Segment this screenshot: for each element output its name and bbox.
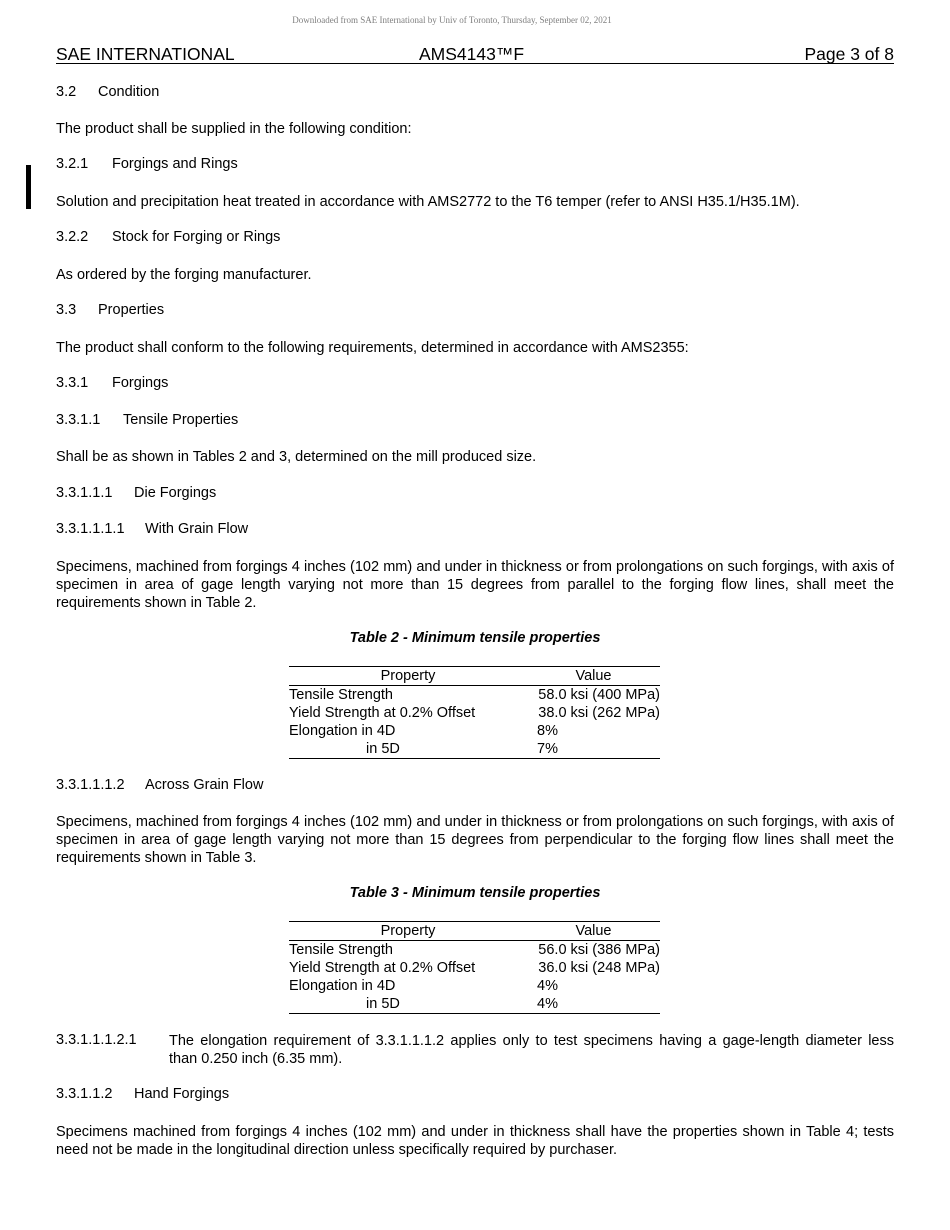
property-cell: Elongation in 4D: [289, 723, 396, 739]
value-cell: 8%: [537, 723, 558, 739]
table-row: [289, 977, 660, 995]
section-number: 3.2.2: [56, 229, 89, 245]
table-row: [289, 686, 660, 705]
property-cell: in 5D: [289, 995, 527, 1014]
note-text: The elongation requirement of 3.3.1.1.1.2 applies only to test specimens having a gage-length diameter less than 0.250 inch (6.35 mm).: [169, 1033, 894, 1067]
section-3-3-1-heading: [56, 375, 168, 391]
paragraph-hand-forgings: Specimens machined from forgings 4 inches (102 mm) and under in thickness shall have the properties shown in Table 4; tests need not be made in the longitudinal direction unless specifically required by purchaser.: [56, 1124, 894, 1158]
paragraph-with-grain-flow: Specimens, machined from forgings 4 inches (102 mm) and under in thickness or from prolongations on such forgings, with axis of specimen in area of gage length varying not more than 15 degrees from parallel to the forging flow lines, shall meet the requirements shown in Table 2.: [56, 559, 894, 611]
section-3-3-1-1-heading: [56, 412, 238, 428]
table-row: [289, 941, 660, 960]
header-document-id: AMS4143™F: [419, 44, 525, 64]
value-cell: 56.0 ksi (386 MPa): [538, 942, 660, 958]
paragraph-conform: The product shall conform to the following requirements, determined in accordance with AMS2355:: [56, 340, 689, 356]
section-number: 3.3.1.1.1.1: [56, 521, 125, 537]
table-row: [289, 959, 660, 977]
table-row: [289, 722, 660, 740]
section-title: With Grain Flow: [145, 521, 249, 537]
section-title: Tensile Properties: [123, 412, 239, 428]
section-3-3-1-1-1-2-heading: [56, 777, 263, 793]
column-header-property: Property: [289, 922, 527, 941]
table-3-caption: Table 3 - Minimum tensile properties: [349, 885, 601, 901]
section-title: Stock for Forging or Rings: [112, 229, 281, 245]
property-cell: in 5D: [289, 740, 527, 759]
column-header-value: Value: [527, 667, 660, 686]
paragraph-as-ordered: As ordered by the forging manufacturer.: [56, 267, 312, 283]
section-number: 3.2: [56, 84, 77, 100]
value-cell: 58.0 ksi (400 MPa): [538, 687, 660, 703]
section-title: Across Grain Flow: [145, 777, 264, 793]
table-header-row: [289, 667, 660, 686]
value-cell: 4%: [537, 978, 558, 994]
revision-change-bar: [26, 165, 31, 209]
header-organization: SAE INTERNATIONAL: [56, 44, 235, 64]
section-title: Forgings: [112, 375, 169, 391]
value-cell: 4%: [527, 995, 660, 1014]
value-cell: 7%: [527, 740, 660, 759]
table-2: [289, 666, 660, 759]
column-header-value: Value: [527, 922, 660, 941]
paragraph-across-grain-flow: Specimens, machined from forgings 4 inches (102 mm) and under in thickness or from prolongations on such forgings, with axis of specimen in area of gage length varying not more than 15 degrees from perpendicular to the forging flow lines shall meet the requirements shown in Table 3.: [56, 814, 894, 866]
section-number: 3.2.1: [56, 156, 89, 172]
section-title: Condition: [98, 84, 160, 100]
section-3-3-1-1-1-heading: [56, 485, 216, 501]
section-number: 3.3.1.1: [56, 412, 101, 428]
paragraph-solution-heat-treat: Solution and precipitation heat treated in accordance with AMS2772 to the T6 temper (refer to ANSI H35.1/H35.1M).: [56, 194, 800, 210]
section-number: 3.3.1: [56, 375, 89, 391]
section-number: 3.3.1.1.1.2.1: [56, 1032, 137, 1048]
section-number: 3.3.1.1.2: [56, 1086, 113, 1102]
section-title: Properties: [98, 302, 165, 318]
section-3-3-1-1-1-1-heading: [56, 521, 248, 537]
section-3-3-heading: [56, 302, 164, 318]
table-3: [289, 921, 660, 1014]
value-cell: 36.0 ksi (248 MPa): [538, 960, 660, 976]
header-page-number: Page 3 of 8: [804, 44, 894, 64]
property-cell: Yield Strength at 0.2% Offset: [289, 705, 476, 721]
property-cell: Yield Strength at 0.2% Offset: [289, 960, 476, 976]
section-number: 3.3.1.1.1: [56, 485, 113, 501]
section-number: 3.3: [56, 302, 77, 318]
section-title: Forgings and Rings: [112, 156, 238, 172]
section-number: 3.3.1.1.1.2: [56, 777, 125, 793]
table-header-row: [289, 922, 660, 941]
download-watermark: Downloaded from SAE International by Univ of Toronto, Thursday, September 02, 2021: [292, 15, 612, 25]
property-cell: Tensile Strength: [289, 687, 393, 703]
section-3-3-1-1-2-heading: [56, 1086, 229, 1102]
section-3-2-heading: [56, 84, 159, 100]
section-title: Hand Forgings: [134, 1086, 230, 1102]
section-title: Die Forgings: [134, 485, 217, 501]
column-header-property: Property: [289, 667, 527, 686]
table-row: [289, 740, 660, 759]
property-cell: Tensile Strength: [289, 942, 393, 958]
property-cell: Elongation in 4D: [289, 978, 396, 994]
section-3-2-1-heading: [56, 156, 238, 172]
paragraph-condition: The product shall be supplied in the following condition:: [56, 121, 412, 137]
table-2-caption: Table 2 - Minimum tensile properties: [349, 630, 601, 646]
value-cell: 38.0 ksi (262 MPa): [538, 705, 660, 721]
table-row: [289, 995, 660, 1014]
header-rule: [56, 63, 894, 64]
paragraph-tables-reference: Shall be as shown in Tables 2 and 3, determined on the mill produced size.: [56, 449, 537, 465]
table-row: [289, 704, 660, 722]
section-3-2-2-heading: [56, 229, 280, 245]
